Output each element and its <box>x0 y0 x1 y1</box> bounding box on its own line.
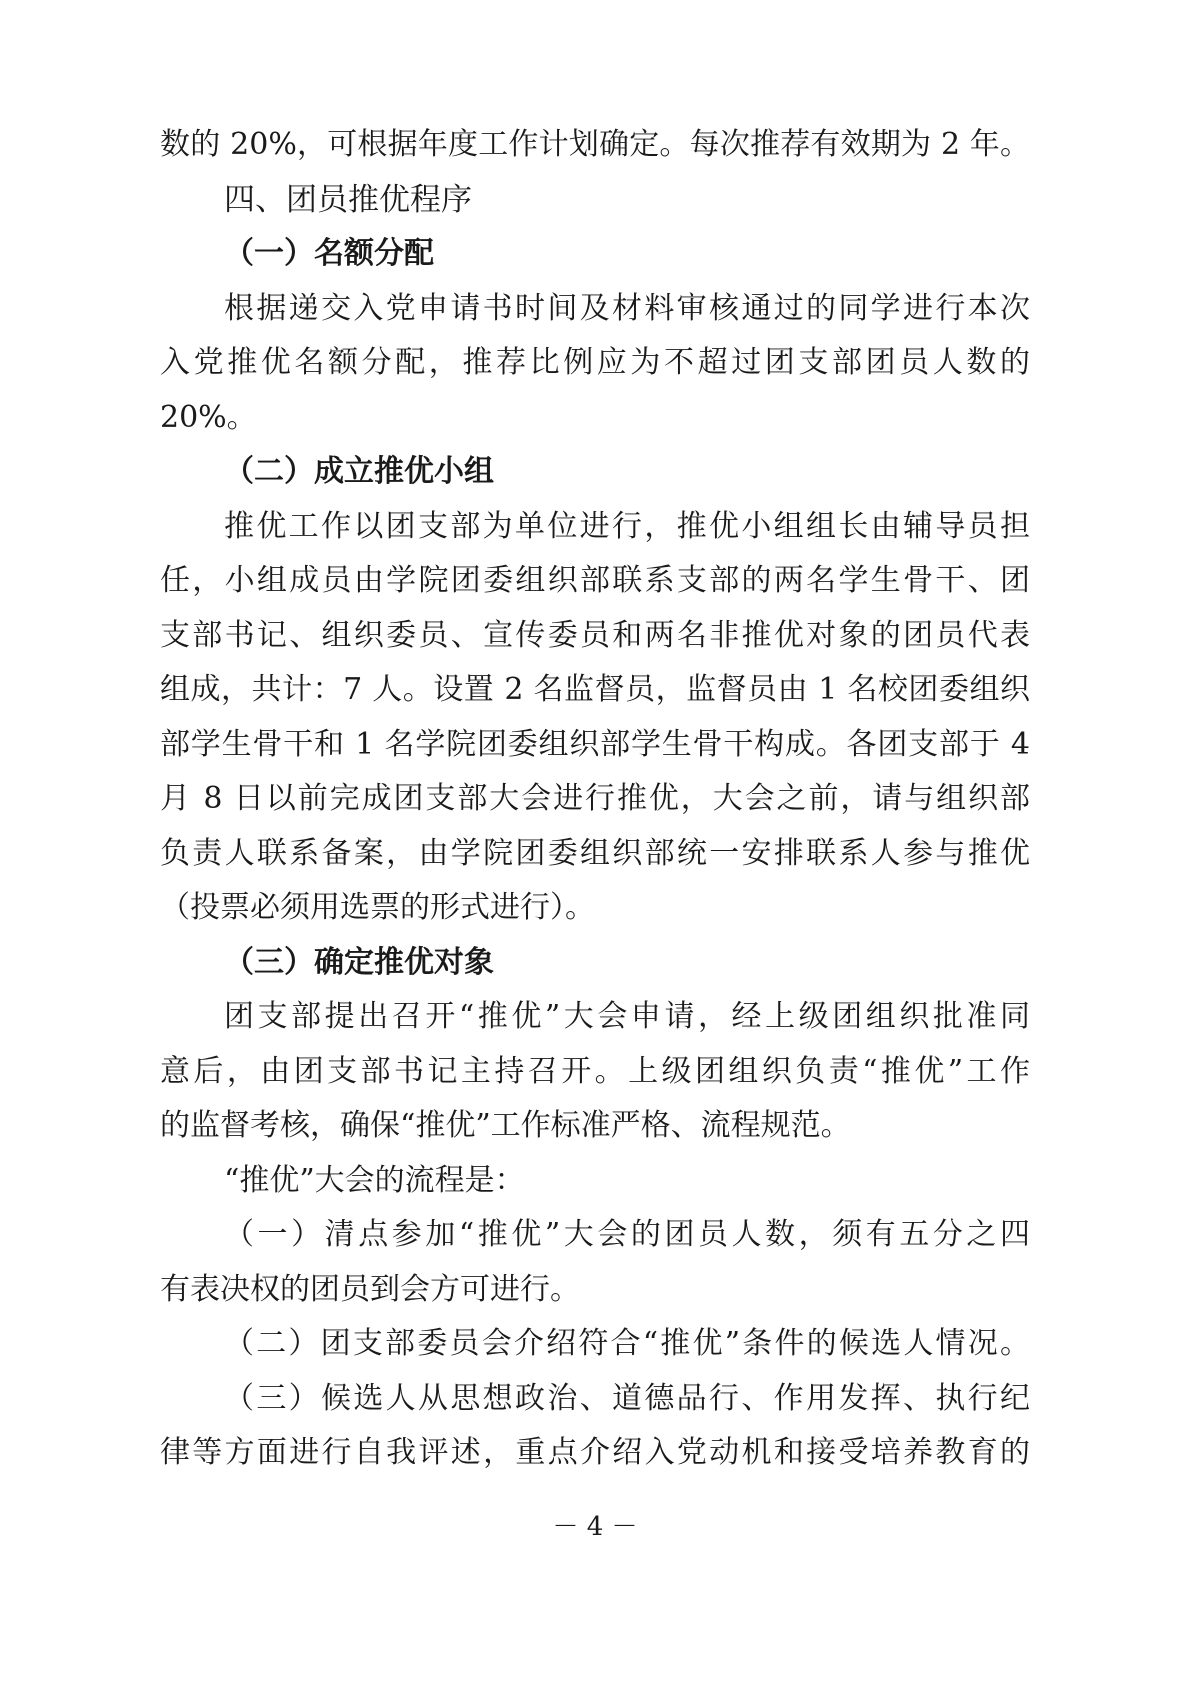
paragraph-line: （投票必须用选票的形式进行）。 <box>160 890 595 925</box>
paragraph-line: 负责人联系备案，由学院团委组织部统一安排联系人参与推优 <box>160 835 1030 871</box>
paragraph-line: “推优”大会的流程是： <box>224 1162 525 1198</box>
paragraph-line: 数的 20%，可根据年度工作计划确定。每次推荐有效期为 2 年。 <box>160 127 1030 162</box>
paragraph-line: 的监督考核，确保“推优”工作标准严格、流程规范。 <box>160 1108 851 1143</box>
paragraph-line: 团支部提出召开“推优”大会申请，经上级团组织批准同 <box>224 999 1030 1034</box>
subsection-heading: （二）成立推优小组 <box>224 454 494 489</box>
paragraph-line: 20%。 <box>160 399 257 435</box>
subsection-heading: （一）名额分配 <box>224 236 434 271</box>
paragraph-line: 月 8 日以前完成团支部大会进行推优，大会之前，请与组织部 <box>160 781 1030 816</box>
section-heading: 四、团员推优程序 <box>224 181 472 218</box>
paragraph-line: 根据递交入党申请书时间及材料审核通过的同学进行本次 <box>224 290 1030 326</box>
page-number: － 4 － <box>552 1512 638 1542</box>
paragraph-line: 意后，由团支部书记主持召开。上级团组织负责“推优”工作 <box>160 1053 1030 1089</box>
paragraph-line: （三）候选人从思想政治、道德品行、作用发挥、执行纪 <box>224 1380 1030 1416</box>
paragraph-line: 推优工作以团支部为单位进行，推优小组组长由辅导员担 <box>224 508 1030 544</box>
paragraph-line: 部学生骨干和 1 名学院团委组织部学生骨干构成。各团支部于 4 <box>160 726 1030 762</box>
page-body <box>160 118 1030 1481</box>
subsection-heading: （三）确定推优对象 <box>224 944 494 980</box>
paragraph-line: 任，小组成员由学院团委组织部联系支部的两名学生骨干、团 <box>160 563 1030 598</box>
paragraph-line: 支部书记、组织委员、宣传委员和两名非推优对象的团员代表 <box>160 617 1030 653</box>
paragraph-line: 入党推优名额分配，推荐比例应为不超过团支部团员人数的 <box>160 345 1030 380</box>
paragraph-line: 有表决权的团员到会方可进行。 <box>160 1271 580 1307</box>
paragraph-line: 组成，共计：7 人。设置 2 名监督员，监督员由 1 名校团委组织 <box>160 672 1030 707</box>
paragraph-line: 律等方面进行自我评述，重点介绍入党动机和接受培养教育的 <box>160 1435 1030 1470</box>
paragraph-line: （二）团支部委员会介绍符合“推优”条件的候选人情况。 <box>224 1326 1030 1361</box>
paragraph-line: （一）清点参加“推优”大会的团员人数，须有五分之四 <box>224 1217 1030 1252</box>
